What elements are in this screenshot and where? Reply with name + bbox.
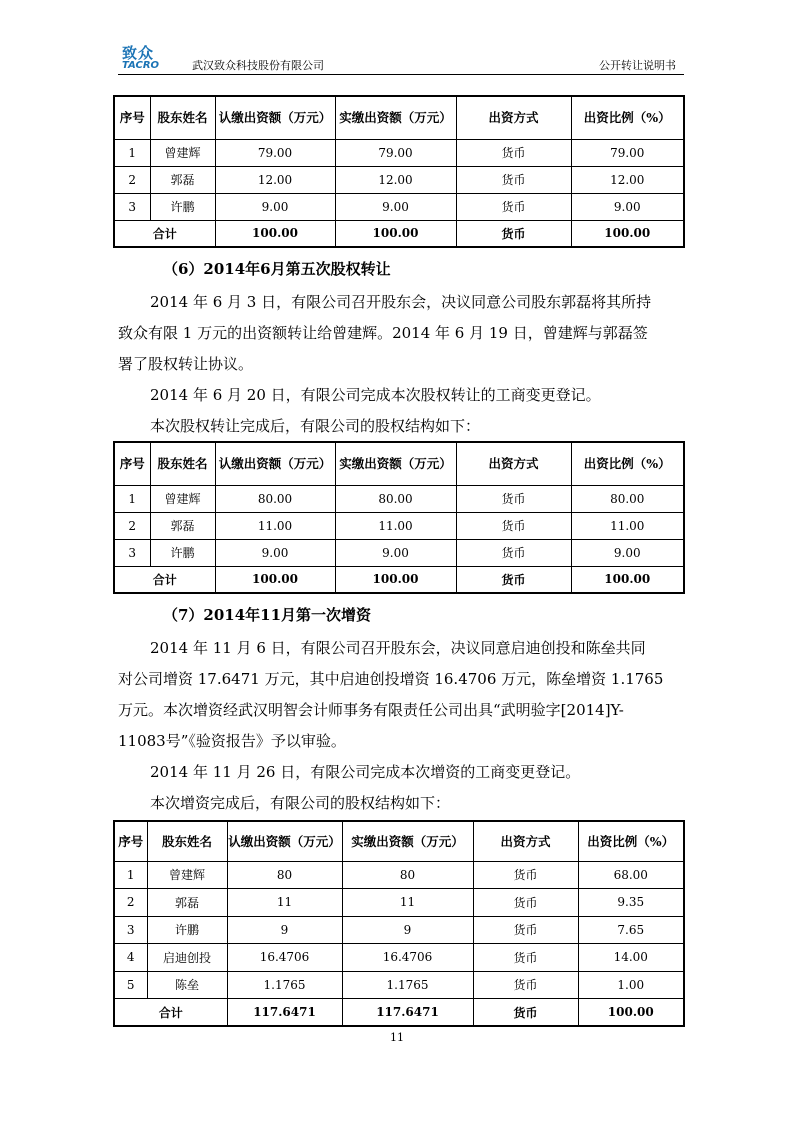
total-label: 合计 [114,999,227,1027]
table-cell: 1.00 [578,971,684,999]
text-line: 对公司增资 17.6471 万元，其中启迪创投增资 16.4706 万元，陈垒增资 1.1765 [118,670,664,688]
table-cell: 货币 [456,512,571,539]
table-cell: 2 [114,166,150,193]
table-cell: 80.00 [571,485,684,512]
table-cell: 79.00 [335,139,456,166]
table-row [114,971,684,999]
header-subscribed: 认缴出资额（万元） [227,821,342,861]
table-cell: 货币 [456,139,571,166]
table-cell: 许鹏 [150,193,215,220]
header-paid: 实缴出资额（万元） [335,442,456,485]
table-row [114,861,684,889]
header-ratio: 出资比例（%） [571,442,684,485]
table-cell: 3 [114,916,147,944]
table-cell: 7.65 [578,916,684,944]
table-total-row [114,999,684,1027]
table-cell: 79.00 [571,139,684,166]
text-line: 万元。本次增资经武汉明智会计师事务有限责任公司出具“武明验字[2014]Y- [118,701,624,719]
table-cell: 5 [114,971,147,999]
header-method: 出资方式 [473,821,578,861]
table-cell: 许鹏 [147,916,227,944]
text-line: 2014 年 11 月 6 日，有限公司召开股东会，决议同意启迪创投和陈垒共同 [150,639,646,657]
header-seq: 序号 [114,442,150,485]
text-line: 署了股权转让协议。 [118,355,254,373]
text-line: 11083号”《验资报告》予以审验。 [118,732,346,750]
table-cell: 1 [114,139,150,166]
page-header [118,44,684,75]
total-cell: 货币 [456,566,571,593]
table-cell: 陈垒 [147,971,227,999]
document-title: 公开转让说明书 [599,59,676,72]
table-row [114,944,684,972]
section-6-paragraph-1 [118,287,666,380]
header-subscribed: 认缴出资额（万元） [215,442,335,485]
table-cell: 1 [114,861,147,889]
total-cell: 货币 [473,999,578,1027]
table-cell: 货币 [456,539,571,566]
header-subscribed: 认缴出资额（万元） [215,96,335,139]
company-logo [122,46,188,72]
text-line: 致众有限 1 万元的出资额转让给曾建辉。2014 年 6 月 19 日，曾建辉与郭磊签 [118,324,648,342]
section-6-paragraph-2: 2014 年 6 月 20 日，有限公司完成本次股权转让的工商变更登记。 [150,386,601,404]
table-row [114,539,684,566]
company-name: 武汉致众科技股份有限公司 [192,59,324,72]
table-cell: 2 [114,889,147,917]
table-cell: 3 [114,193,150,220]
table-cell: 货币 [473,861,578,889]
table-row [114,139,684,166]
table-cell: 68.00 [578,861,684,889]
table-cell: 9.35 [578,889,684,917]
total-label: 合计 [114,220,215,247]
table-cell: 11 [342,889,473,917]
header-ratio: 出资比例（%） [571,96,684,139]
table-cell: 1.1765 [342,971,473,999]
header-seq: 序号 [114,96,150,139]
table-cell: 曾建辉 [150,139,215,166]
header-paid: 实缴出资额（万元） [342,821,473,861]
header-ratio: 出资比例（%） [578,821,684,861]
total-cell: 100.00 [571,220,684,247]
header-seq: 序号 [114,821,147,861]
total-cell: 100.00 [578,999,684,1027]
table-cell: 1.1765 [227,971,342,999]
table-cell: 9.00 [335,539,456,566]
table-cell: 1 [114,485,150,512]
table-row [114,512,684,539]
page-number: 11 [390,1031,404,1044]
table-cell: 曾建辉 [150,485,215,512]
table-header-row [114,96,684,139]
section-7-paragraph-2: 2014 年 11 月 26 日，有限公司完成本次增资的工商变更登记。 [150,763,581,781]
table-cell: 3 [114,539,150,566]
table-cell: 货币 [473,971,578,999]
table-cell: 货币 [473,889,578,917]
table-cell: 9 [227,916,342,944]
table-cell: 80 [342,861,473,889]
table-cell: 11.00 [215,512,335,539]
total-cell: 117.6471 [227,999,342,1027]
section-7-paragraph-3: 本次增资完成后，有限公司的股权结构如下： [150,794,451,812]
table-cell: 16.4706 [342,944,473,972]
total-cell: 100.00 [215,220,335,247]
table-cell: 12.00 [571,166,684,193]
total-cell: 100.00 [215,566,335,593]
header-holder: 股东姓名 [150,442,215,485]
table-cell: 12.00 [335,166,456,193]
table-total-row [114,220,684,247]
total-cell: 货币 [456,220,571,247]
table-cell: 80.00 [215,485,335,512]
table-row [114,485,684,512]
table-row [114,193,684,220]
total-cell: 117.6471 [342,999,473,1027]
total-cell: 100.00 [571,566,684,593]
table-cell: 货币 [456,166,571,193]
table-cell: 9.00 [215,193,335,220]
table-cell: 80.00 [335,485,456,512]
table-cell: 11.00 [335,512,456,539]
logo-mark: 致众 [122,44,155,62]
header-holder: 股东姓名 [147,821,227,861]
equity-table-2 [113,441,685,594]
table-header-row [114,442,684,485]
table-header-row [114,821,684,861]
equity-table-1 [113,95,685,248]
table-cell: 货币 [456,485,571,512]
section-6-paragraph-3: 本次股权转让完成后，有限公司的股权结构如下： [150,417,481,435]
table-cell: 16.4706 [227,944,342,972]
text-line: 2014 年 6 月 3 日，有限公司召开股东会，决议同意公司股东郭磊将其所持 [150,293,652,311]
section-6-title: （6）2014年6月第五次股权转让 [163,260,391,278]
table-cell: 79.00 [215,139,335,166]
header-paid: 实缴出资额（万元） [335,96,456,139]
table-row [114,889,684,917]
logo-subtext: TACRO [122,60,160,71]
table-cell: 郭磊 [147,889,227,917]
total-label: 合计 [114,566,215,593]
table-cell: 货币 [456,193,571,220]
table-cell: 启迪创投 [147,944,227,972]
section-7-title: （7）2014年11月第一次增资 [163,606,372,624]
table-cell: 12.00 [215,166,335,193]
table-row [114,916,684,944]
table-cell: 货币 [473,916,578,944]
table-row [114,166,684,193]
table-cell: 11 [227,889,342,917]
table-cell: 11.00 [571,512,684,539]
table-cell: 80 [227,861,342,889]
equity-table-3 [113,820,685,1027]
header-holder: 股东姓名 [150,96,215,139]
table-cell: 2 [114,512,150,539]
total-cell: 100.00 [335,220,456,247]
table-cell: 许鹏 [150,539,215,566]
table-cell: 9.00 [215,539,335,566]
table-cell: 郭磊 [150,166,215,193]
section-7-paragraph-1 [118,633,666,757]
table-cell: 郭磊 [150,512,215,539]
table-cell: 货币 [473,944,578,972]
table-cell: 4 [114,944,147,972]
table-cell: 9 [342,916,473,944]
table-total-row [114,566,684,593]
table-cell: 9.00 [571,193,684,220]
header-method: 出资方式 [456,96,571,139]
table-cell: 14.00 [578,944,684,972]
header-method: 出资方式 [456,442,571,485]
total-cell: 100.00 [335,566,456,593]
table-cell: 9.00 [335,193,456,220]
table-cell: 曾建辉 [147,861,227,889]
table-cell: 9.00 [571,539,684,566]
